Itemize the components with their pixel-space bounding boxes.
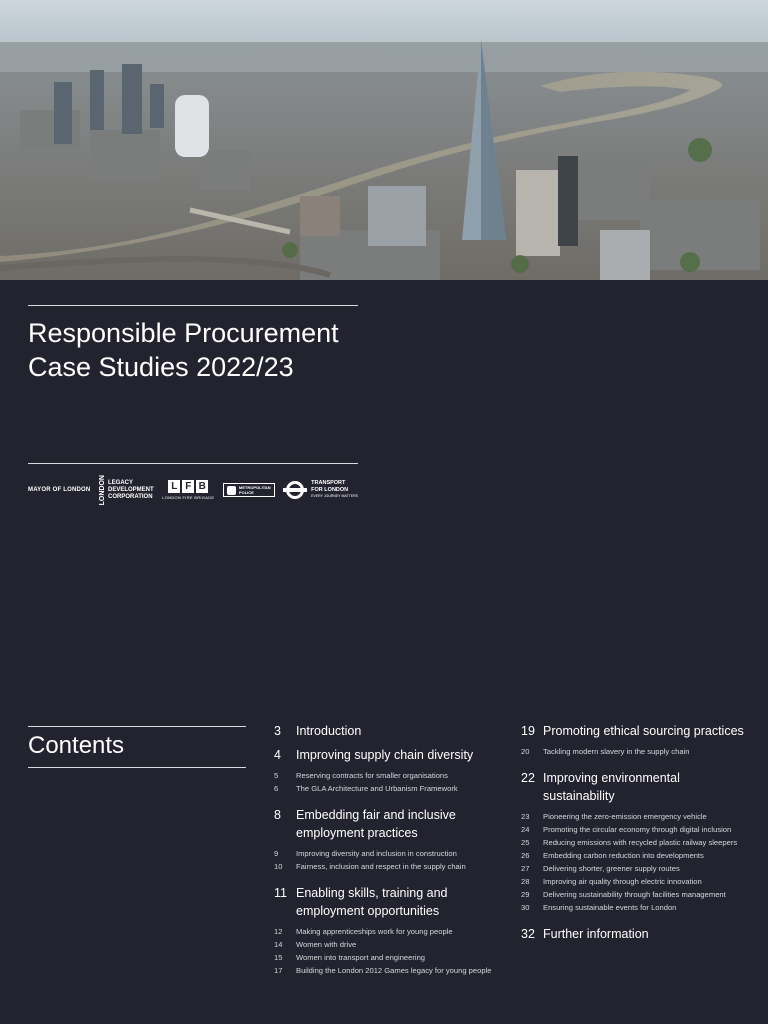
contents-column-2 bbox=[521, 722, 751, 943]
contents-page-number: 15 bbox=[274, 953, 283, 962]
contents-page-number: 26 bbox=[521, 851, 530, 860]
contents-entry-label: Reserving contracts for smaller organisations bbox=[296, 771, 448, 780]
contents-subentry[interactable] bbox=[274, 771, 496, 781]
mayor-of-london-logo: MAYOR OF LONDON bbox=[28, 487, 91, 493]
contents-subentry[interactable] bbox=[521, 747, 751, 757]
contents-page-number: 10 bbox=[274, 862, 283, 871]
contents-page-number: 23 bbox=[521, 812, 530, 821]
contents-entry-label: Delivering shorter, greener supply routes bbox=[543, 864, 680, 873]
contents-entry-label: Further information bbox=[543, 927, 649, 941]
contents-entry-label: Embedding carbon reduction into developments bbox=[543, 851, 704, 860]
ldc-line3: CORPORATION bbox=[108, 493, 153, 500]
contents-page-number: 17 bbox=[274, 966, 283, 975]
cover-photo-london-skyline bbox=[0, 0, 768, 280]
police-crest-icon bbox=[227, 486, 236, 495]
contents-subentry[interactable] bbox=[521, 851, 751, 861]
contents-page-number: 19 bbox=[521, 724, 535, 738]
police-line1: METROPOLITAN bbox=[238, 485, 271, 490]
contents-section-entry[interactable] bbox=[521, 925, 751, 943]
contents-entry-label: Promoting the circular economy through digital inclusion bbox=[543, 825, 732, 834]
contents-top-rule bbox=[28, 726, 246, 727]
contents-entry-label: Fairness, inclusion and respect in the supply chain bbox=[296, 862, 466, 871]
contents-heading: Contents bbox=[28, 732, 125, 759]
contents-entry-label: The GLA Architecture and Urbanism Framework bbox=[296, 784, 458, 793]
ldc-line2: DEVELOPMENT bbox=[108, 486, 154, 493]
contents-entry-label: Delivering sustainability through facilities management bbox=[543, 890, 726, 899]
contents-subentry[interactable] bbox=[521, 877, 751, 887]
contents-page-number: 28 bbox=[521, 877, 530, 886]
document-title-line1: Responsible Procurement bbox=[28, 318, 339, 348]
contents-entry-label: Ensuring sustainable events for London bbox=[543, 903, 677, 912]
contents-page-number: 25 bbox=[521, 838, 530, 847]
contents-subentry[interactable] bbox=[521, 812, 751, 822]
legacy-development-corporation-logo bbox=[99, 475, 154, 505]
lfb-tagline: LONDON FIRE BRIGADE bbox=[162, 495, 215, 500]
lfb-letter-l: L bbox=[168, 480, 180, 493]
contents-subentry[interactable] bbox=[274, 784, 496, 794]
contents-entry-label: Tackling modern slavery in the supply chain bbox=[543, 747, 690, 756]
contents-column-1 bbox=[274, 722, 496, 976]
contents-page-number: 8 bbox=[274, 808, 281, 822]
contents-bottom-rule bbox=[28, 767, 246, 768]
contents-subentry[interactable] bbox=[521, 890, 751, 900]
contents-subentry[interactable] bbox=[274, 849, 496, 859]
tfl-roundel-icon bbox=[283, 481, 307, 499]
contents-entry-label: Improving environmental sustainability bbox=[543, 771, 680, 803]
contents-entry-label: Building the London 2012 Games legacy for young people bbox=[296, 966, 492, 975]
ldc-line1: LEGACY bbox=[108, 479, 134, 486]
document-title-line2: Case Studies 2022/23 bbox=[28, 352, 294, 382]
contents-section-entry[interactable] bbox=[274, 806, 496, 842]
contents-page-number: 27 bbox=[521, 864, 530, 873]
contents-subentry[interactable] bbox=[521, 825, 751, 835]
contents-entry-label: Pioneering the zero-emission emergency vehicle bbox=[543, 812, 707, 821]
contents-subentry[interactable] bbox=[274, 940, 496, 950]
contents-section-entry[interactable] bbox=[274, 722, 496, 740]
contents-entry-label: Embedding fair and inclusive employment practices bbox=[296, 808, 456, 840]
document-title bbox=[28, 316, 388, 384]
contents-section-entry[interactable] bbox=[274, 746, 496, 764]
london-fire-brigade-logo bbox=[162, 480, 214, 500]
lfb-letter-b: B bbox=[196, 480, 208, 493]
logos-top-rule bbox=[28, 463, 358, 464]
police-line2: POLICE bbox=[238, 490, 254, 495]
contents-entry-label: Introduction bbox=[296, 724, 362, 738]
contents-entry-label: Promoting ethical sourcing practices bbox=[543, 724, 744, 738]
contents-page-number: 12 bbox=[274, 927, 283, 936]
contents-page-number: 14 bbox=[274, 940, 283, 949]
contents-page-number: 24 bbox=[521, 825, 530, 834]
ldc-vertical-text: LONDON bbox=[99, 474, 106, 506]
contents-subentry[interactable] bbox=[521, 838, 751, 848]
contents-section-entry[interactable] bbox=[274, 884, 496, 920]
contents-section-entry[interactable] bbox=[521, 769, 751, 805]
contents-entry-label: Improving diversity and inclusion in construction bbox=[296, 849, 457, 858]
title-top-rule bbox=[28, 305, 358, 306]
contents-page-number: 9 bbox=[274, 849, 279, 858]
contents-subentry[interactable] bbox=[274, 927, 496, 937]
lfb-letter-f: F bbox=[182, 480, 194, 493]
metropolitan-police-logo bbox=[223, 483, 275, 497]
contents-page-number: 29 bbox=[521, 890, 530, 899]
contents-page-number: 4 bbox=[274, 748, 281, 762]
contents-subentry[interactable] bbox=[521, 903, 751, 913]
contents-page-number: 20 bbox=[521, 747, 530, 756]
partner-logos bbox=[28, 476, 358, 504]
contents-page-number: 30 bbox=[521, 903, 530, 912]
contents-entry-label: Women with drive bbox=[296, 940, 357, 949]
contents-subentry[interactable] bbox=[274, 953, 496, 963]
contents-page-number: 11 bbox=[274, 886, 287, 900]
contents-subentry[interactable] bbox=[274, 862, 496, 872]
contents-section-entry[interactable] bbox=[521, 722, 751, 740]
tfl-tagline: EVERY JOURNEY MATTERS bbox=[311, 494, 358, 499]
contents-entry-label: Women into transport and engineering bbox=[296, 953, 426, 962]
contents-entry-label: Improving air quality through electric innovation bbox=[543, 877, 702, 886]
contents-entry-label: Enabling skills, training and employment opportunities bbox=[296, 886, 448, 918]
tfl-line1: TRANSPORT bbox=[311, 480, 346, 487]
contents-entry-label: Reducing emissions with recycled plastic railway sleepers bbox=[543, 838, 738, 847]
contents-page-number: 6 bbox=[274, 784, 279, 793]
contents-page-number: 3 bbox=[274, 724, 281, 738]
contents-page-number: 5 bbox=[274, 771, 279, 780]
contents-page-number: 22 bbox=[521, 771, 535, 785]
contents-entry-label: Making apprenticeships work for young people bbox=[296, 927, 453, 936]
transport-for-london-logo bbox=[283, 480, 358, 500]
contents-page-number: 32 bbox=[521, 927, 535, 941]
tfl-line2: FOR LONDON bbox=[311, 486, 349, 493]
contents-subentry[interactable] bbox=[521, 864, 751, 874]
contents-subentry[interactable] bbox=[274, 966, 496, 976]
contents-entry-label: Improving supply chain diversity bbox=[296, 748, 474, 762]
